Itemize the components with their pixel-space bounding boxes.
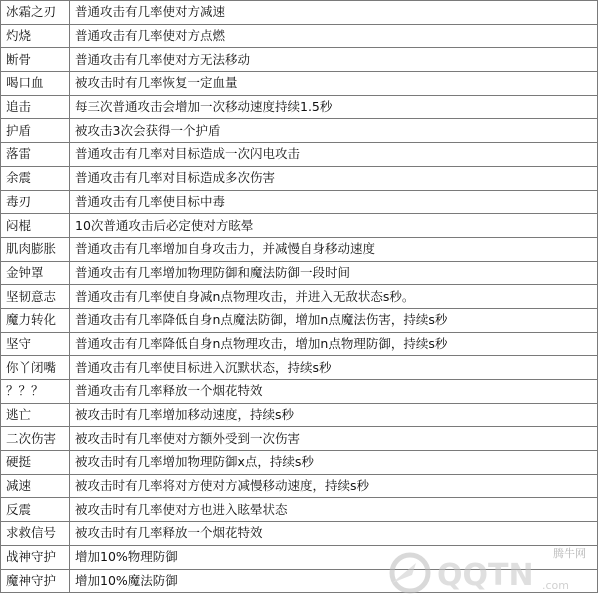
skill-name-cell: 断骨 xyxy=(1,48,70,72)
skill-effect-cell: 每三次普通攻击会增加一次移动速度持续1.5秒 xyxy=(70,95,598,119)
table-row xyxy=(1,332,598,356)
table-row xyxy=(1,403,598,427)
table-row xyxy=(1,190,598,214)
table-row xyxy=(1,24,598,48)
skill-name-cell: 你丫闭嘴 xyxy=(1,356,70,380)
table-row xyxy=(1,569,598,593)
skill-name-cell: 金钟罩 xyxy=(1,261,70,285)
skill-effect-cell: 被攻击时有几率增加物理防御x点，持续s秒 xyxy=(70,451,598,475)
table-row xyxy=(1,498,598,522)
skill-effect-cell: 普通攻击有几率使目标中毒 xyxy=(70,190,598,214)
skill-effect-cell: 被攻击时有几率增加移动速度，持续s秒 xyxy=(70,403,598,427)
skill-name-cell: 余震 xyxy=(1,166,70,190)
skill-table-body xyxy=(1,1,598,593)
table-row xyxy=(1,356,598,380)
table-row xyxy=(1,1,598,25)
table-row xyxy=(1,95,598,119)
skill-effect-cell: 普通攻击有几率增加自身攻击力，并减慢自身移动速度 xyxy=(70,237,598,261)
skill-name-cell: 追击 xyxy=(1,95,70,119)
table-row xyxy=(1,285,598,309)
skill-name-cell: 硬挺 xyxy=(1,451,70,475)
table-row xyxy=(1,261,598,285)
skill-name-cell: 反震 xyxy=(1,498,70,522)
skill-name-cell: 闷棍 xyxy=(1,214,70,238)
skill-name-cell: 坚守 xyxy=(1,332,70,356)
table-row xyxy=(1,143,598,167)
watermark-suffix: .com xyxy=(542,579,569,592)
table-row xyxy=(1,119,598,143)
skill-effect-cell: 普通攻击有几率使对方无法移动 xyxy=(70,48,598,72)
skill-name-cell: 灼烧 xyxy=(1,24,70,48)
table-row xyxy=(1,166,598,190)
table-row xyxy=(1,427,598,451)
skill-effect-cell: 普通攻击有几率降低自身n点魔法防御，增加n点魔法伤害，持续s秒 xyxy=(70,308,598,332)
skill-name-cell: 战神守护 xyxy=(1,545,70,569)
skill-effect-cell: 普通攻击有几率降低自身n点物理攻击，增加n点物理防御，持续s秒 xyxy=(70,332,598,356)
skill-effect-cell: 被攻击时有几率恢复一定血量 xyxy=(70,72,598,96)
skill-name-cell: ？？？ xyxy=(1,380,70,404)
skill-effect-cell: 被攻击时有几率使对方额外受到一次伤害 xyxy=(70,427,598,451)
skill-name-cell: 肌肉膨胀 xyxy=(1,237,70,261)
skill-effect-cell: 增加10%魔法防御 xyxy=(70,569,598,593)
skill-name-cell: 毒刃 xyxy=(1,190,70,214)
skill-name-cell: 魔神守护 xyxy=(1,569,70,593)
skill-effect-cell: 普通攻击有几率增加物理防御和魔法防御一段时间 xyxy=(70,261,598,285)
table-row xyxy=(1,451,598,475)
table-row xyxy=(1,380,598,404)
skill-name-cell: 减速 xyxy=(1,474,70,498)
table-row xyxy=(1,308,598,332)
table-row xyxy=(1,48,598,72)
skill-effect-cell: 普通攻击有几率使目标进入沉默状态，持续s秒 xyxy=(70,356,598,380)
skill-name-cell: 求救信号 xyxy=(1,522,70,546)
skill-effect-cell: 普通攻击有几率使对方减速 xyxy=(70,1,598,25)
skill-effect-cell: 普通攻击有几率对目标造成一次闪电攻击 xyxy=(70,143,598,167)
watermark-logo-text: QQTN xyxy=(437,558,534,593)
skill-effect-cell: 被攻击时有几率释放一个烟花特效 xyxy=(70,522,598,546)
skill-name-cell: 魔力转化 xyxy=(1,308,70,332)
skill-effect-cell: 被攻击时有几率使对方也进入眩晕状态 xyxy=(70,498,598,522)
skill-name-cell: 喝口血 xyxy=(1,72,70,96)
table-row xyxy=(1,214,598,238)
skill-name-cell: 二次伤害 xyxy=(1,427,70,451)
skill-name-cell: 落雷 xyxy=(1,143,70,167)
skill-name-cell: 坚韧意志 xyxy=(1,285,70,309)
watermark-site-name: 腾牛网 xyxy=(553,547,586,560)
table-row xyxy=(1,237,598,261)
table-row xyxy=(1,474,598,498)
skill-effect-cell: 被攻击3次会获得一个护盾 xyxy=(70,119,598,143)
table-row xyxy=(1,522,598,546)
skill-effect-cell: 普通攻击有几率释放一个烟花特效 xyxy=(70,380,598,404)
skill-effect-cell: 增加10%物理防御 xyxy=(70,545,598,569)
skill-effect-cell: 10次普通攻击后必定使对方眩晕 xyxy=(70,214,598,238)
skill-effect-cell: 普通攻击有几率使对方点燃 xyxy=(70,24,598,48)
table-row xyxy=(1,72,598,96)
skill-name-cell: 护盾 xyxy=(1,119,70,143)
skill-effect-cell: 普通攻击有几率使自身减n点物理攻击，并进入无敌状态s秒。 xyxy=(70,285,598,309)
skill-effect-cell: 被攻击时有几率将对方使对方减慢移动速度，持续s秒 xyxy=(70,474,598,498)
table-row xyxy=(1,545,598,569)
skill-name-cell: 冰霜之刃 xyxy=(1,1,70,25)
skill-name-cell: 逃亡 xyxy=(1,403,70,427)
skill-effect-cell: 普通攻击有几率对目标造成多次伤害 xyxy=(70,166,598,190)
